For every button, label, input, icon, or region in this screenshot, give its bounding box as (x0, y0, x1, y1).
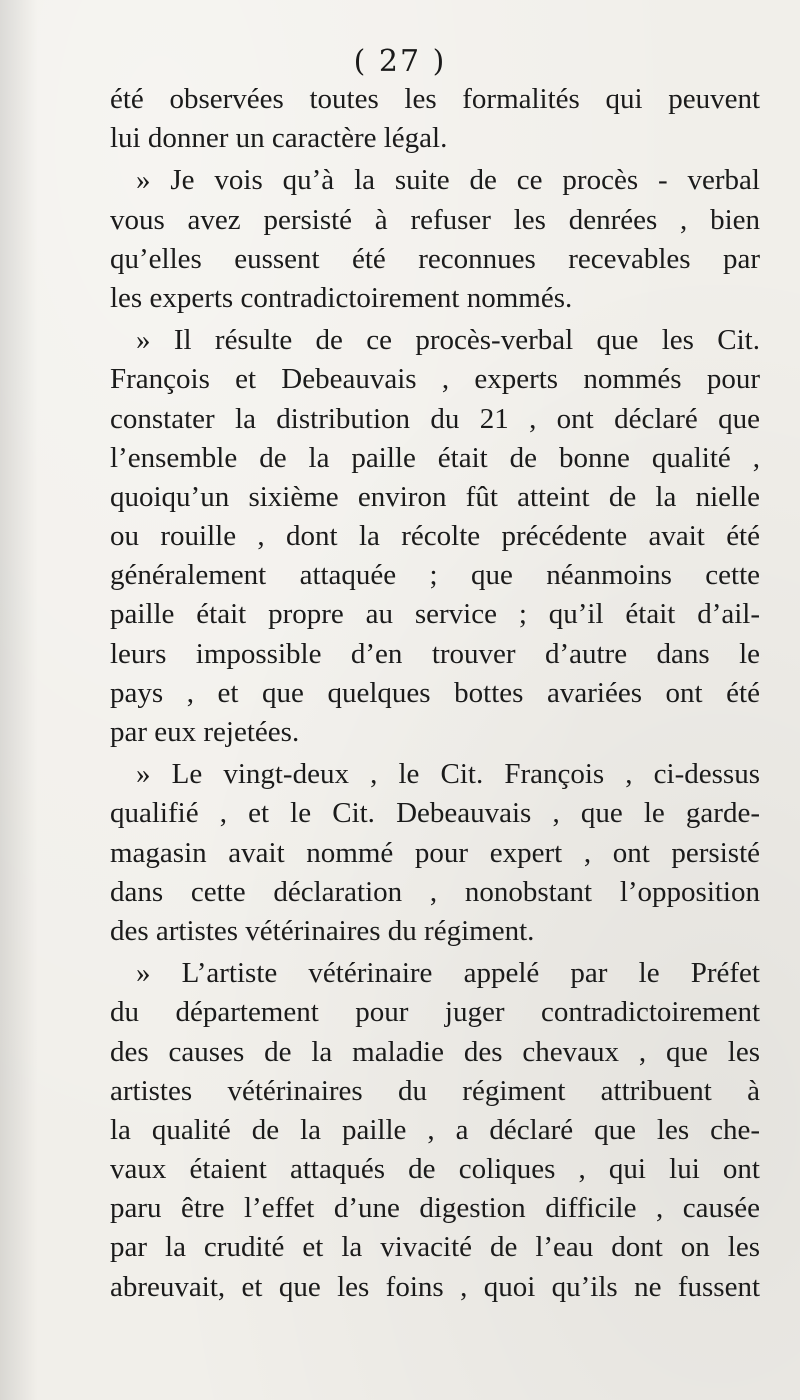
text-line: » Je vois qu’à la suite de ce procès - verbal (136, 164, 760, 197)
page-gutter-shadow (0, 0, 38, 1400)
text-line: des artistes vétérinaires du régiment. (110, 914, 535, 947)
text-line: constater la distribution du 21 , ont déclaré que (110, 402, 760, 435)
text-line: quoiqu’un sixième environ fût atteint de la nielle (110, 480, 760, 513)
paragraph (110, 321, 760, 752)
text-line: » L’artiste vétérinaire appelé par le Préfet (136, 957, 760, 990)
text-line: les experts contradictoirement nommés. (110, 281, 573, 314)
text-line: qualifié , et le Cit. Debeauvais , que le garde- (110, 797, 760, 830)
body-text (110, 80, 760, 1307)
text-line: » Il résulte de ce procès-verbal que les Cit. (136, 324, 760, 357)
text-line: abreuvait, et que les foins , quoi qu’ils ne fussent (110, 1270, 760, 1303)
text-line: pays , et que quelques bottes avariées ont été (110, 676, 760, 709)
text-line: paille était propre au service ; qu’il était d’ail- (110, 598, 760, 631)
text-line: généralement attaquée ; que néanmoins cette (110, 559, 760, 592)
text-line: par eux rejetées. (110, 716, 300, 748)
text-line: lui donner un caractère légal. (110, 122, 448, 155)
text-line: » Le vingt-deux , le Cit. François , ci-dessus (136, 758, 760, 791)
text-line: artistes vétérinaires du régiment attribuent à (110, 1074, 760, 1107)
text-line: des causes de la maladie des chevaux , que les (110, 1035, 760, 1068)
paragraph (110, 80, 760, 158)
text-line: ou rouille , dont la récolte précédente avait été (110, 520, 760, 553)
text-line: par la crudité et la vivacité de l’eau dont on les (110, 1231, 760, 1264)
text-line: l’ensemble de la paille était de bonne qualité , (110, 441, 760, 474)
paragraph (110, 954, 760, 1307)
paragraph (110, 755, 760, 951)
text-line: qu’elles eussent été reconnues recevables par (110, 242, 760, 275)
page-number: ( 27 ) (353, 44, 447, 79)
text-line: la qualité de la paille , a déclaré que les che- (110, 1113, 760, 1146)
text-line: vous avez persisté à refuser les denrées , bien (110, 203, 760, 236)
text-line: du département pour juger contradictoirement (110, 996, 760, 1029)
text-line: François et Debeauvais , experts nommés pour (110, 363, 760, 396)
text-line: dans cette déclaration , nonobstant l’opposition (110, 875, 760, 908)
text-line: paru être l’effet d’une digestion difficile , causée (110, 1192, 760, 1225)
text-line: été observées toutes les formalités qui peuvent (110, 83, 760, 115)
paragraph (110, 161, 760, 318)
text-line: leurs impossible d’en trouver d’autre dans le (110, 637, 760, 670)
text-line: vaux étaient attaqués de coliques , qui lui ont (110, 1153, 760, 1186)
text-line: magasin avait nommé pour expert , ont persisté (110, 836, 760, 869)
